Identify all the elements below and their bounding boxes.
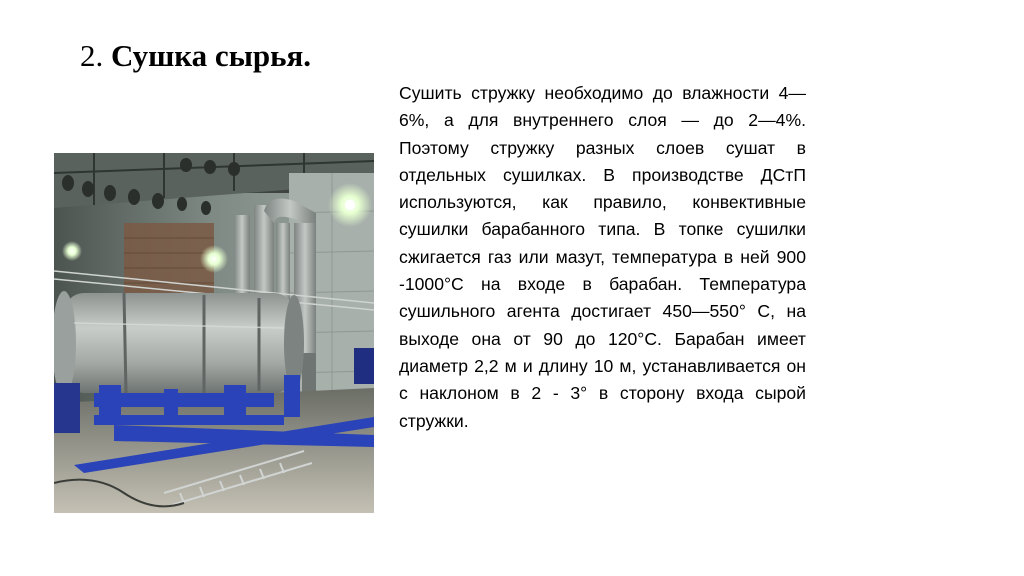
title-number: 2. [80,38,104,73]
body-paragraph: Сушить стружку необходимо до влажности 4—6%, а для внутреннего слоя — до 2—4%. Поэтому стружку разных слоев сушат в отдельных сушилках. В производстве ДСтП используются, как правило, конвективные сушилки барабанного типа. В топке сушилки сжигается газ или мазут, температура в ней 900 -1000°С на входе в барабан. Температура сушильного агента достигает 450—550° С, на выходе она от 90 до 120°С. Барабан имеет диаметр 2,2 м и длину 10 м, устанавливается он с наклоном в 2 - 3° в сторону входа сырой стружки. [399,83,806,431]
title-text: Сушка сырья. [111,38,312,73]
drum-dryer-photo [54,153,374,513]
slide-title [80,38,311,74]
